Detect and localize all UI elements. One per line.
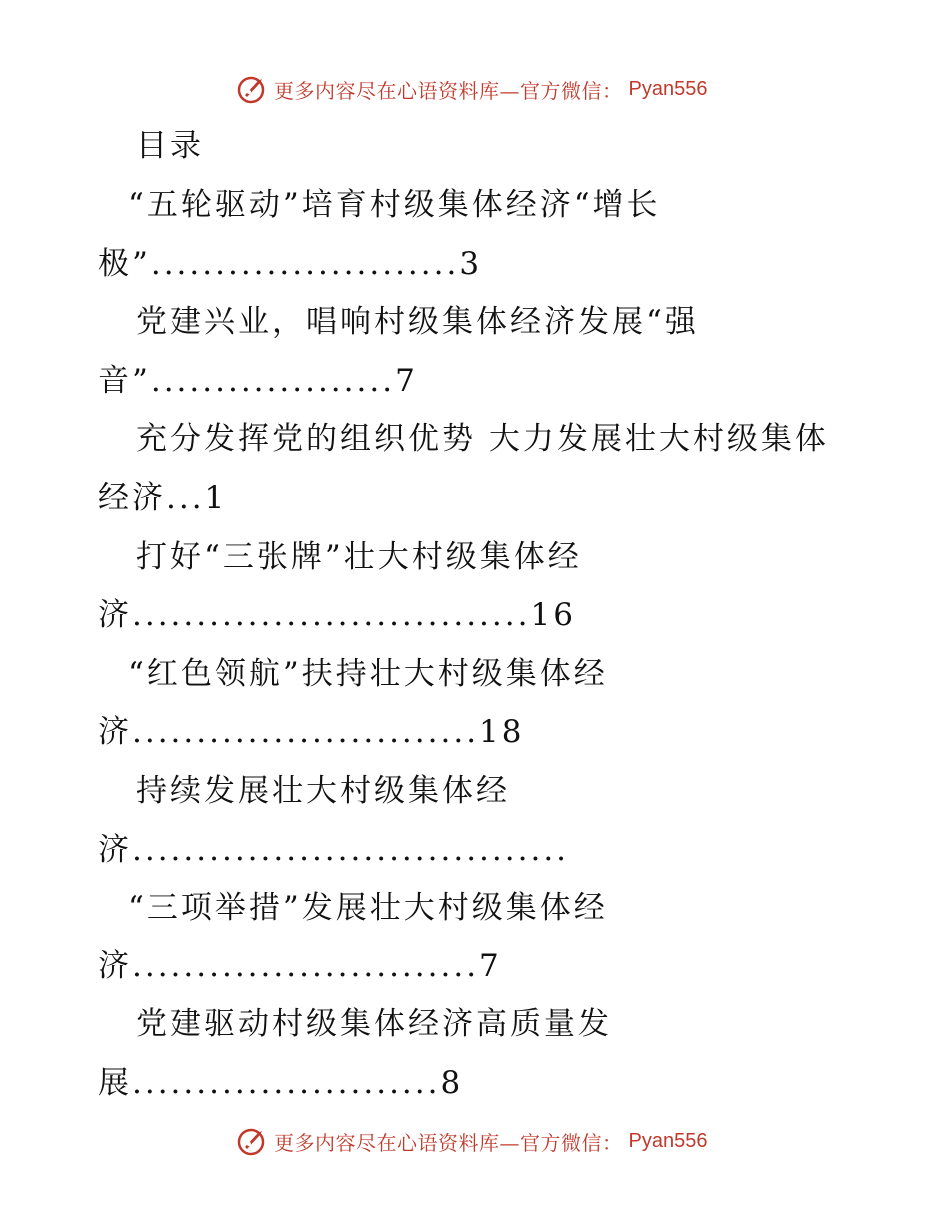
toc-entry-1-title[interactable]: “五轮驱动”培育村级集体经济“增长 — [128, 187, 661, 223]
toc-entry-4-title[interactable]: 打好“三张牌”壮大村级集体经 — [136, 539, 582, 575]
toc-entry-7-title[interactable]: “三项举措”发展壮大村级集体经 — [128, 890, 608, 926]
toc-entry-8-title[interactable]: 党建驱动村级集体经济高质量发 — [136, 1006, 612, 1042]
header-banner — [236, 72, 707, 106]
quill-logo-icon — [236, 73, 268, 105]
toc-entry-3-title[interactable]: 充分发挥党的组织优势 大力发展壮大村级集体 — [136, 421, 829, 457]
toc-entry-2-page[interactable]: 音”...................7 — [98, 363, 418, 399]
banner-wechat-id: Pyan556 — [628, 77, 708, 100]
toc-entry-5-title[interactable]: “红色领航”扶持壮大村级集体经 — [128, 656, 608, 692]
toc-entry-4-page[interactable]: 济...............................16 — [98, 597, 576, 633]
toc-entry-2-title[interactable]: 党建兴业，唱响村级集体经济发展“强 — [136, 304, 699, 340]
toc-entry-1-page[interactable]: 极”........................3 — [98, 246, 483, 282]
toc-heading: 目录 — [136, 128, 204, 164]
toc-entry-6-page[interactable]: 济.................................. — [98, 832, 570, 868]
footer-banner — [236, 1124, 707, 1158]
toc-entry-5-page[interactable]: 济...........................18 — [98, 714, 525, 750]
banner-wechat-id: Pyan556 — [628, 1129, 708, 1152]
toc-entry-3-page[interactable]: 经济...1 — [98, 480, 228, 516]
toc-entry-8-page[interactable]: 展........................8 — [98, 1065, 464, 1101]
toc-entry-6-title[interactable]: 持续发展壮大村级集体经 — [136, 773, 510, 809]
toc-entry-7-page[interactable]: 济...........................7 — [98, 948, 502, 984]
banner-text: 更多内容尽在心语资料库—官方微信： — [274, 78, 623, 103]
quill-logo-icon — [236, 1125, 268, 1157]
banner-text: 更多内容尽在心语资料库—官方微信： — [274, 1130, 623, 1155]
